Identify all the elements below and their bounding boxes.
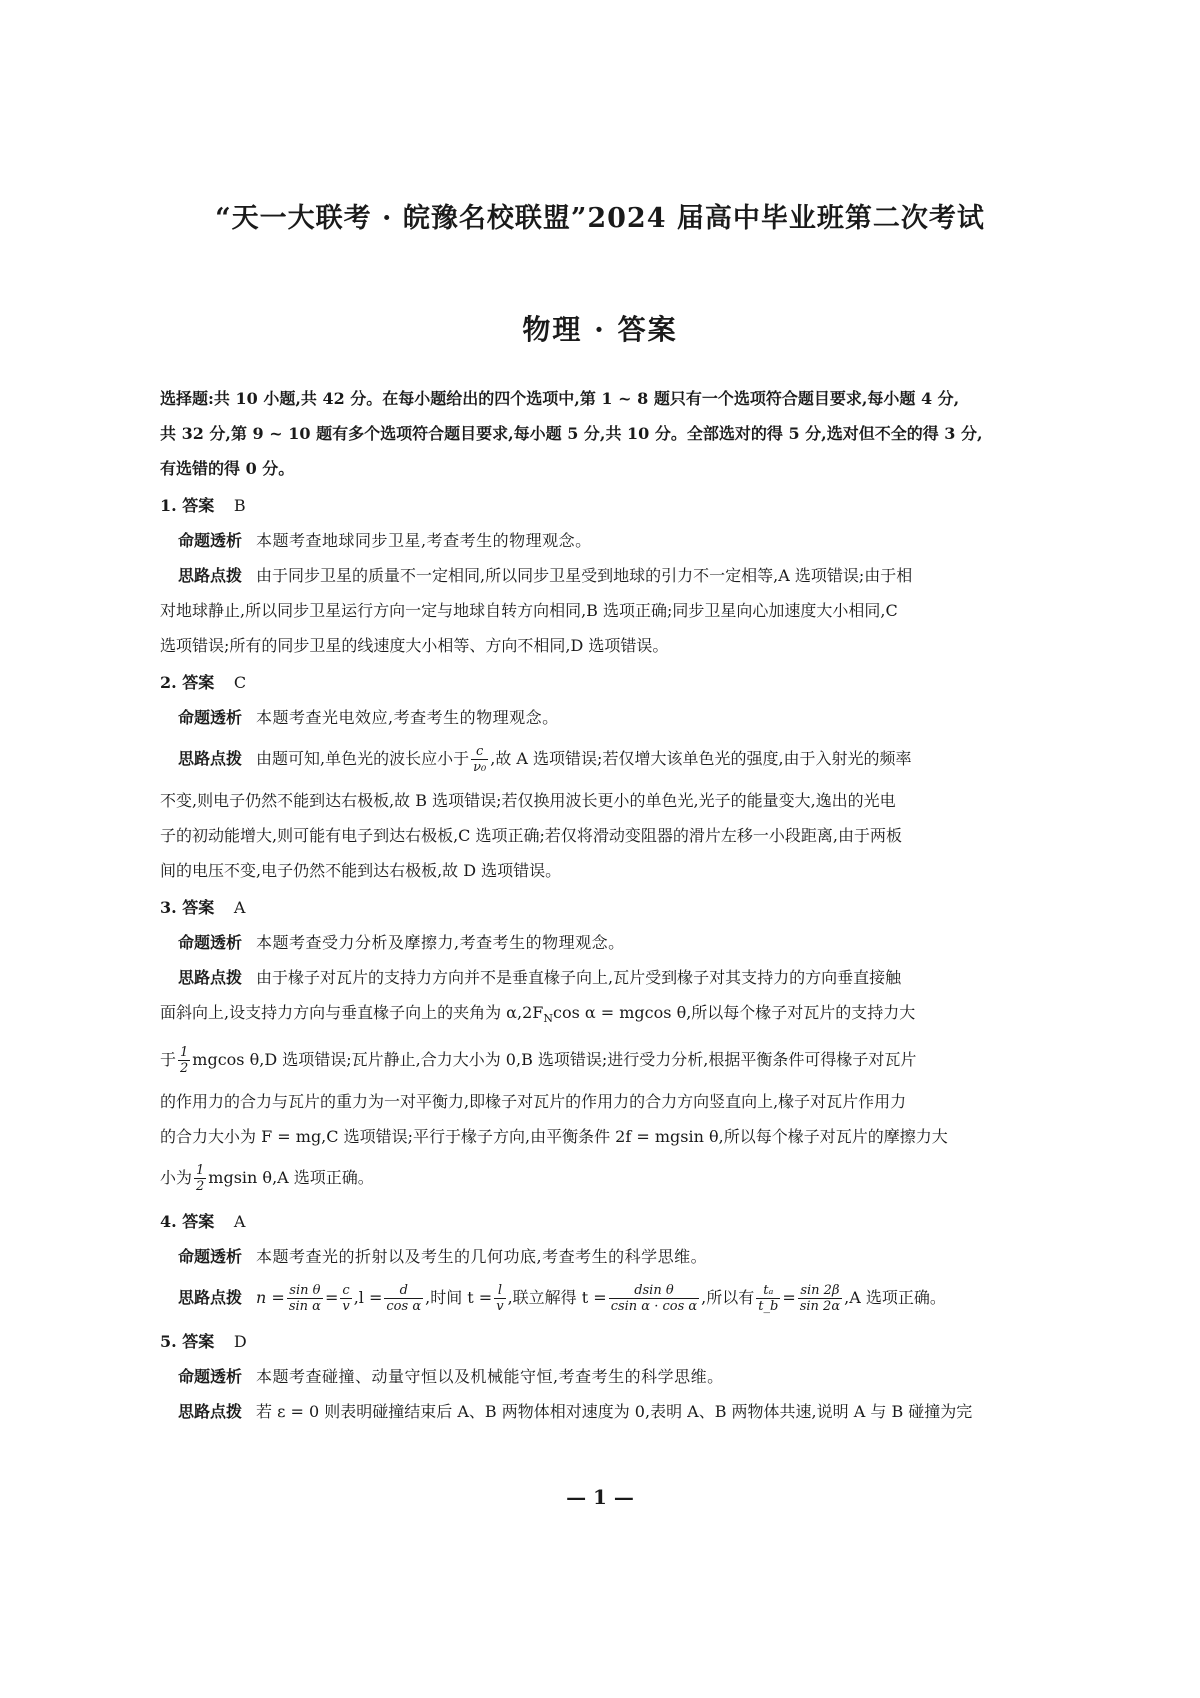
question-2-insight: 命题透析 本题考查光电效应,考查考生的物理观念。 bbox=[178, 708, 559, 727]
question-5-answer: 5. 答案 D bbox=[160, 1332, 247, 1352]
answer-content bbox=[160, 381, 1040, 1429]
exam-title: “天一大联考 · 皖豫名校联盟”2024 届高中毕业班第二次考试 bbox=[215, 203, 985, 234]
question-2-hint-cont: 不变,则电子仍然不能到达右极板,故 B 选项错误;若仅换用波长更小的单色光,光子的能量变大,逸出的光电 bbox=[160, 791, 896, 810]
question-3-hint-cont2: 于 $\frac{1}{2}$ mgcos θ,D 选项错误;瓦片静止,合力大小为 0,B 选项错误;进行受力分析,根据平衡条件可得椽子对瓦片 bbox=[160, 1045, 917, 1077]
question-2-answer: 2. 答案 C bbox=[160, 673, 247, 692]
answer-value: B bbox=[233, 496, 246, 515]
question-1-hint-cont2: 选项错误;所有的同步卫星的线速度大小相等、方向不相同,D 选项错误。 bbox=[160, 636, 669, 655]
fraction-sin-theta-over-sin-alpha: $\frac{\text{sin θ}}{\text{sin α}}$ bbox=[288, 1283, 321, 1315]
question-1-hint-cont: 对地球静止,所以同步卫星运行方向一定与地球自转方向相同,B 选项正确;同步卫星向心加速度大小相同,C bbox=[160, 601, 898, 620]
fraction-l-over-v: $\frac{l}{v}$ bbox=[496, 1283, 504, 1315]
instructions bbox=[160, 381, 1040, 486]
question-5-hint: 思路点拨 若 ε = 0 则表明碰撞结束后 A、B 两物体相对速度为 0,表明 A、B 两物体共速,说明 A 与 B 碰撞为完 bbox=[178, 1402, 973, 1422]
question-1-insight: 命题透析 本题考查地球同步卫星,考查考生的物理观念。 bbox=[178, 531, 592, 550]
question-3-hint: 思路点拨 由于椽子对瓦片的支持力方向并不是垂直椽子向上,瓦片受到椽子对其支持力的方向垂直接触 bbox=[178, 968, 902, 987]
question-1-answer: 1. 答案 B bbox=[160, 496, 246, 515]
fraction-sin2beta-over-sin2alpha: $\frac{\sin 2\beta}{\sin 2\alpha}$ bbox=[799, 1283, 841, 1315]
fraction-time-solution: $\frac{\text{dsin θ}}{\text{csin α · cos α}}$ bbox=[610, 1283, 698, 1315]
fraction-one-half: $\frac{1}{2}$ bbox=[180, 1045, 189, 1077]
fraction-ta-over-tb: $\frac{\text{tₐ}}{t\_b}$ bbox=[758, 1283, 779, 1315]
page-number: — 1 — bbox=[566, 1485, 634, 1509]
question-2-hint-cont3: 间的电压不变,电子仍然不能到达右极板,故 D 选项错误。 bbox=[160, 861, 562, 880]
answer-value: D bbox=[233, 1332, 247, 1352]
question-5-insight: 命题透析 本题考查碰撞、动量守恒以及机械能守恒,考查考生的科学思维。 bbox=[178, 1367, 724, 1387]
question-4-answer: 4. 答案 A bbox=[160, 1212, 246, 1232]
question-2-hint-cont2: 子的初动能增大,则可能有电子到达右极板,C 选项正确;若仅将滑动变阻器的滑片左移一小段距离,由于两板 bbox=[160, 826, 902, 845]
question-3-hint-cont: 面斜向上,设支持力方向与垂直椽子向上的夹角为 $\alpha,2F_N\cos$ α = mgcos θ,所以每个椽子对瓦片的支持力大 bbox=[160, 1003, 916, 1026]
question-3-hint-cont5: 小为 $\frac{1}{2}$ mgsin θ,A 选项正确。 bbox=[160, 1163, 374, 1195]
question-2-hint: 思路点拨 由题可知,单色光的波长应小于 $\frac{c}{\text{ν₀}}$ ,故 A 选项错误;若仅增大该单色光的强度,由于入射光的频率 bbox=[178, 744, 912, 775]
answer-value: C bbox=[233, 673, 247, 692]
instructions-line-3: 有选错的得 0 分。 bbox=[160, 459, 295, 478]
question-3-answer: 3. 答案 A bbox=[160, 898, 246, 917]
fraction-d-over-cos-alpha: $\frac{d}{\text{cos α}}$ bbox=[386, 1283, 422, 1315]
question-4-insight: 命题透析 本题考查光的折射以及考生的几何功底,考查考生的科学思维。 bbox=[178, 1247, 708, 1267]
fraction-one-half: $\frac{1}{2}$ bbox=[196, 1163, 205, 1195]
question-3-insight: 命题透析 本题考查受力分析及摩擦力,考查考生的物理观念。 bbox=[178, 933, 625, 952]
question-4-hint: 思路点拨 n = $\frac{\text{sin θ}}{\text{sin α}}$ = $\frac{c}{v}$ ,l = $\frac{d}{\text{cos α}}$ ,时间 t = $\frac{l}{v}$ ,联立解得 t = $\frac{\text{dsin θ}}{\text{csin α · cos α}}$ ,所以有 $\frac{\text{tₐ}}{t\_b}$ = $\frac{\sin 2\beta}{\sin 2\alpha}$ ,A 选项正确。 bbox=[178, 1283, 946, 1315]
answer-value: A bbox=[233, 898, 246, 917]
question-3-hint-cont3: 的作用力的合力与瓦片的重力为一对平衡力,即椽子对瓦片的作用力的合力方向竖直向上,椽子对瓦片作用力 bbox=[160, 1092, 907, 1112]
exam-subtitle: 物理 · 答案 bbox=[522, 313, 678, 346]
answer-value: A bbox=[233, 1212, 246, 1232]
instructions-line-1: 选择题:共 10 小题,共 42 分。在每小题给出的四个选项中,第 1 ~ 8 题只有一个选项符合题目要求,每小题 4 分, bbox=[160, 389, 960, 408]
fraction-c-over-nu0: $\frac{c}{\text{ν₀}}$ bbox=[473, 744, 487, 775]
instructions-line-2: 共 32 分,第 9 ~ 10 题有多个选项符合题目要求,每小题 5 分,共 10 分。全部选对的得 5 分,选对但不全的得 3 分, bbox=[160, 424, 983, 443]
fraction-c-over-v: $\frac{c}{v}$ bbox=[342, 1283, 350, 1315]
question-3-hint-cont4: 的合力大小为 F = mg,C 选项错误;平行于椽子方向,由平衡条件 2f = mgsin θ,所以每个椽子对瓦片的摩擦力大 bbox=[160, 1127, 948, 1147]
question-1-hint: 思路点拨 由于同步卫星的质量不一定相同,所以同步卫星受到地球的引力不一定相等,A 选项错误;由于相 bbox=[178, 566, 913, 585]
